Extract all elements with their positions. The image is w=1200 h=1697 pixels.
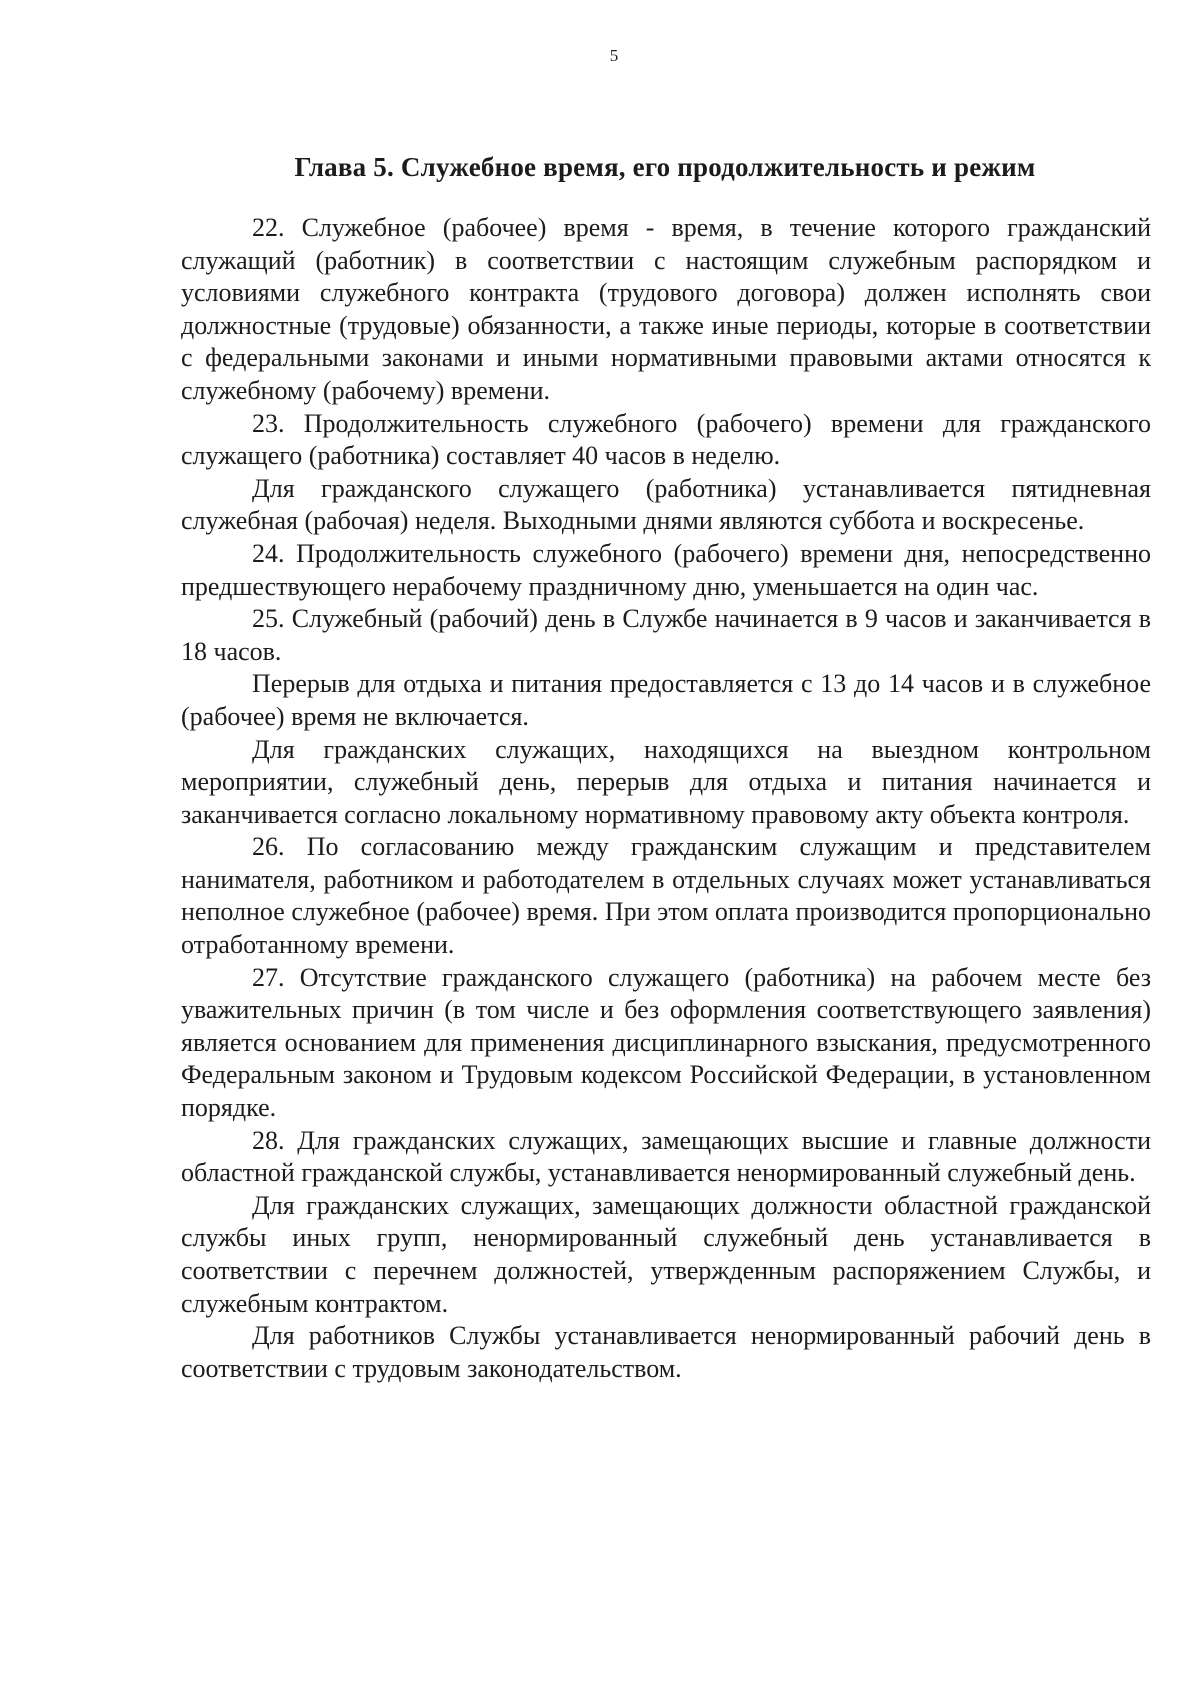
document-body — [181, 212, 1151, 1385]
chapter-title: Глава 5. Служебное время, его продолжительность и режим — [294, 152, 1036, 182]
paragraph-28-other-groups: Для гражданских служащих, замещающих должности областной гражданской службы иных групп, ненормированный служебный день устанавливается в соответствии с перечнем должностей, утвержденным распоряжением Службы, и служебным контрактом. — [181, 1190, 1151, 1318]
paragraph-25-break: Перерыв для отдыха и питания предоставляется с 13 до 14 часов и в служебное (рабочее) время не включается. — [181, 669, 1151, 731]
paragraph-27: 27. Отсутствие гражданского служащего (работника) на рабочем месте без уважительных причин (в том числе и без оформления соответствующего заявления) является основанием для применения дисциплинарного взыскания, предусмотренного Федеральным законом и Трудовым кодексом Российской Федерации, в установленном порядке. — [181, 962, 1151, 1123]
paragraph-24: 24. Продолжительность служебного (рабочего) времени дня, непосредственно предшествующего нерабочему праздничному дню, уменьшается на один час. — [181, 538, 1151, 601]
paragraph-23-workweek: Для гражданского служащего (работника) устанавливается пятидневная служебная (рабочая) неделя. Выходными днями являются суббота и воскресенье. — [181, 473, 1151, 536]
paragraph-28: 28. Для гражданских служащих, замещающих высшие и главные должности областной гражданской службы, устанавливается ненормированный служебный день. — [181, 1125, 1151, 1188]
paragraph-26: 26. По согласованию между гражданским служащим и представителем нанимателя, работником и работодателем в отдельных случаях может устанавливаться неполное служебное (рабочее) время. При этом оплата производится пропорционально отработанному времени. — [181, 832, 1151, 960]
paragraph-23: 23. Продолжительность служебного (рабочего) времени для гражданского служащего (работника) составляет 40 часов в неделю. — [181, 408, 1151, 471]
paragraph-25-field-control: Для гражданских служащих, находящихся на выездном контрольном мероприятии, служебный день, перерыв для отдыха и питания начинается и заканчивается согласно локальному нормативному правовому акту объекта контроля. — [181, 734, 1151, 829]
paragraph-22: 22. Служебное (рабочее) время - время, в течение которого гражданский служащий (работник) в соответствии с настоящим служебным распорядком и условиями служебного контракта (трудового договора) должен исполнять свои должностные (трудовые) обязанности, а также иные периоды, которые в соответствии с федеральными законами и иными нормативными правовыми актами относятся к служебному (рабочему) времени. — [181, 213, 1151, 405]
page-number: 5 — [609, 46, 619, 65]
paragraph-25: 25. Служебный (рабочий) день в Службе начинается в 9 часов и заканчивается в 18 часов. — [181, 604, 1151, 666]
paragraph-28-employees: Для работников Службы устанавливается ненормированный рабочий день в соответствии с трудовым законодательством. — [181, 1321, 1151, 1383]
